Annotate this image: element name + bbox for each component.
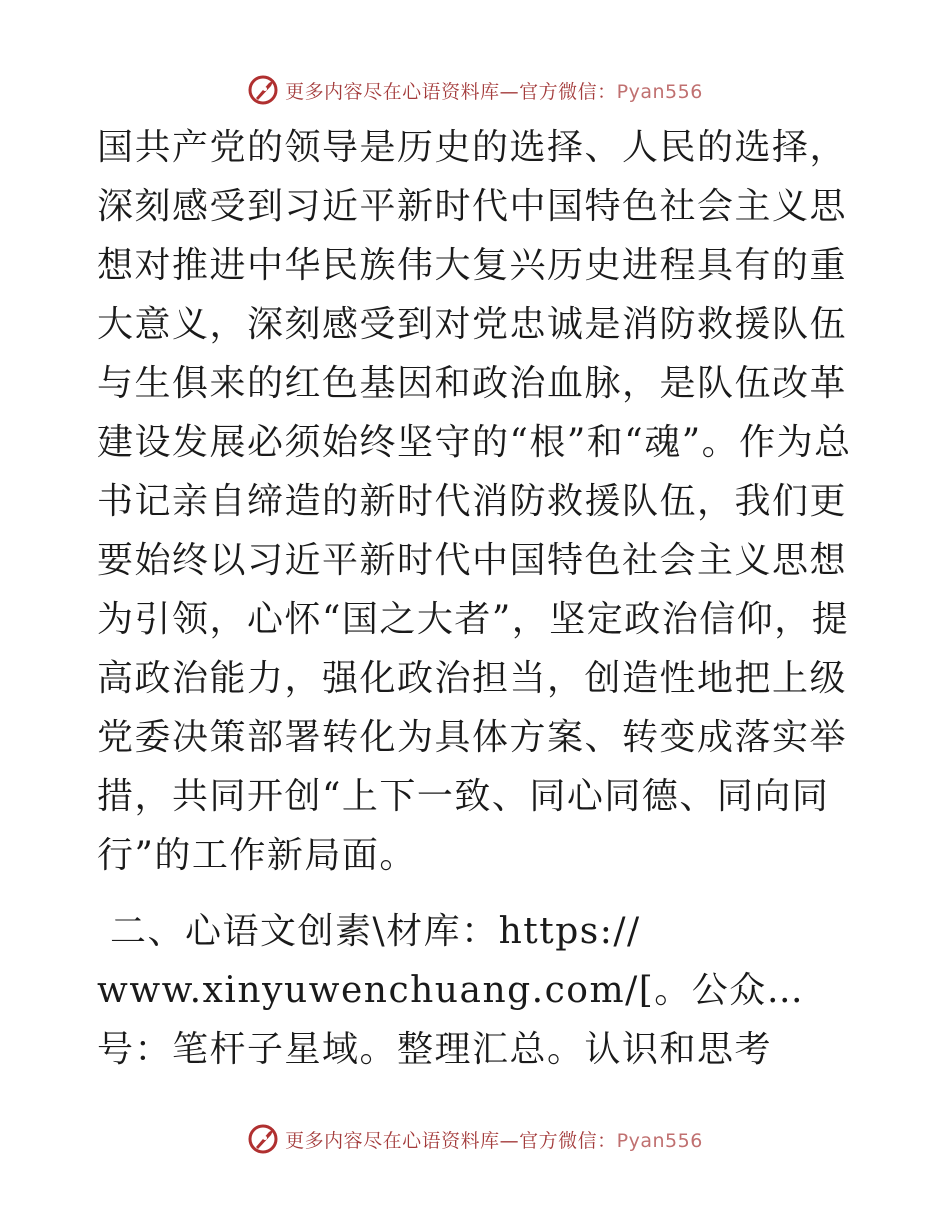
header-banner-text [285, 77, 703, 104]
body-paragraph: 国共产党的领导是历史的选择、人民的选择，深刻感受到习近平新时代中国特色社会主义思想对推进中华民族伟大复兴历史进程具有的重大意义，深刻感受到对党忠诚是消防救援队伍与生俱来的红色基因和政治血脉，是队伍改革建设发展必须始终坚守的“根”和“魂”。作为总书记亲自缔造的新时代消防救援队伍，我们更要始终以习近平新时代中国特色社会主义思想为引领，心怀“国之大者”，坚定政治信仰，提高政治能力，强化政治担当，创造性地把上级党委决策部署转化为具体方案、转变成落实举措，共同开创“上下一致、同心同德、同向同行”的工作新局面。 [97, 127, 852, 876]
body-paragraph: www.xinyuwenchuang.com/[。公众…号：笔杆子星域。整理汇总。认识和思考 [97, 970, 805, 1070]
header-banner-id: Pyan556 [616, 80, 703, 103]
document-body [97, 118, 857, 1079]
pen-nib-logo-icon [247, 1122, 281, 1156]
section-heading: 二、心语文创素\材库：https:// [97, 911, 641, 952]
header-banner [0, 70, 950, 110]
footer-banner-text [285, 1126, 703, 1153]
footer-banner-id: Pyan556 [616, 1129, 703, 1152]
header-banner-label: 更多内容尽在心语资料库—官方微信： [285, 80, 617, 103]
footer-banner [0, 1119, 950, 1159]
footer-banner-label: 更多内容尽在心语资料库—官方微信： [285, 1129, 617, 1152]
pen-nib-logo-icon [247, 73, 281, 107]
